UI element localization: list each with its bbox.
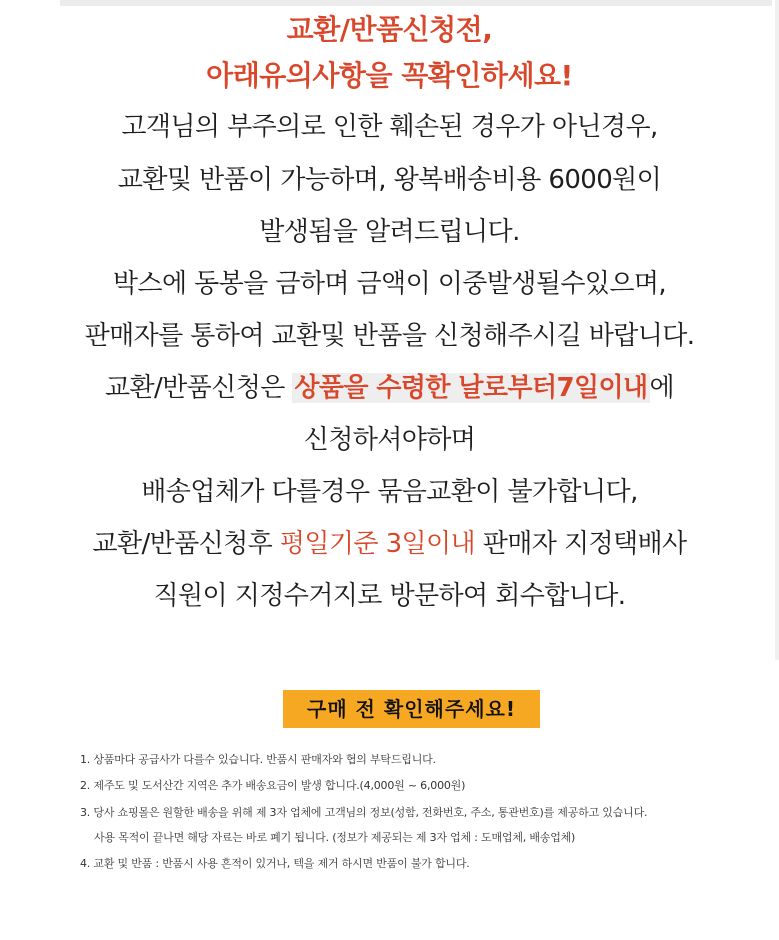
notice-headline-1: 교환/반품신청전, [286, 13, 493, 46]
check-before-purchase-badge: 구매 전 확인해주세요! [283, 690, 540, 728]
weekday-highlight: 평일기준 3일이내 [279, 529, 476, 559]
list-item: 2. 제주도 및 도서산간 지역은 추가 배송요금이 발생 합니다.(4,000원 ~ 6,000원) [80, 779, 466, 792]
notice-line-6 [0, 368, 779, 408]
period-highlight: 상품을 수령한 날로부터7일이내 [294, 373, 648, 403]
list-item: 사용 목적이 끝나면 해당 자료는 바로 폐기 됩니다. (정보가 제공되는 제 3자 업체 : 도매업체, 배송업체) [94, 831, 576, 844]
notice-line-6-pre: 교환/반품신청은 [104, 373, 293, 403]
notice-line-3: 발생됨을 알려드립니다. [259, 217, 520, 247]
notice-line-8: 배송업체가 다를경우 묶음교환이 불가합니다, [141, 477, 638, 507]
notice-line-6-post: 에 [649, 373, 675, 403]
list-item: 3. 당사 쇼핑몰은 원할한 배송을 위해 제 3자 업체에 고객님의 정보(성함, 전화번호, 주소, 통관번호)를 제공하고 있습니다. [80, 806, 648, 819]
notice-line-2: 교환및 반품이 가능하며, 왕복배송비용 6000원이 [117, 165, 662, 195]
notice-line-9-pre: 교환/반품신청후 [92, 529, 280, 559]
notice-line-9-post: 판매자 지정택배사 [475, 529, 687, 559]
list-item: 1. 상품마다 공급사가 다를수 있습니다. 반품시 판매자와 협의 부탁드립니다. [80, 753, 436, 766]
list-item: 4. 교환 및 반품 : 반품시 사용 흔적이 있거나, 텍을 제거 하시면 반품이 불가 합니다. [80, 857, 470, 870]
notice-line-10: 직원이 지정수거지로 방문하여 회수합니다. [153, 581, 626, 611]
notice-line-5: 판매자를 통하여 교환및 반품을 신청해주시길 바랍니다. [84, 321, 695, 351]
notice-line-7: 신청하셔야하며 [303, 425, 476, 455]
top-band [60, 0, 772, 6]
notice-line-9 [0, 524, 779, 564]
notice-line-1: 고객님의 부주의로 인한 훼손된 경우가 아닌경우, [121, 112, 658, 142]
notice-line-4: 박스에 동봉을 금하며 금액이 이중발생될수있으며, [112, 269, 667, 299]
notice-headline-2: 아래유의사항을 꼭확인하세요! [206, 59, 573, 92]
